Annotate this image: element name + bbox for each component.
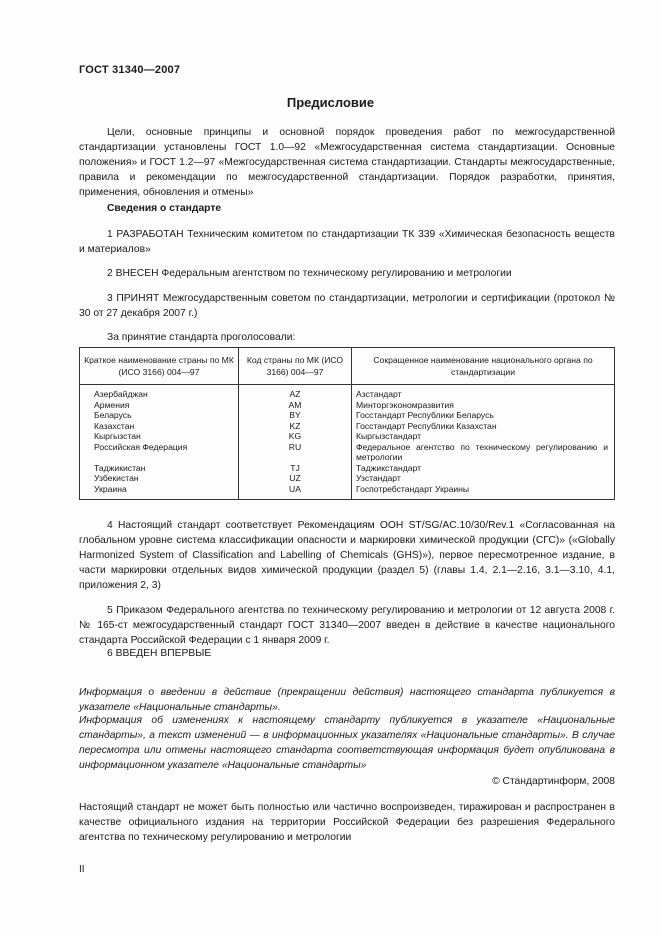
cell-body: Госстандарт Республики Беларусь <box>352 410 615 421</box>
table-row <box>80 442 615 463</box>
cell-code: KG <box>239 431 352 442</box>
header-standards-body: Сокращенное наименование национального органа по стандартизации <box>352 348 615 385</box>
cell-body: Федеральное агентство по техническому регулированию и метрологии <box>352 442 615 463</box>
page-number: II <box>79 864 85 875</box>
cell-country: Таджикистан <box>80 463 239 474</box>
reproduction-text: Настоящий стандарт не может быть полностью или частично воспроизведен, тиражирован и распространен в качестве официального издания на территории Российской Федерации без разрешения Федерального агентства по техническому регулированию и метрологии <box>79 802 615 843</box>
cell-country: Российская Федерация <box>80 442 239 463</box>
table-row <box>80 473 615 484</box>
header-country-code: Код страны по МК (ИСО 3166) 004—97 <box>239 348 352 385</box>
item-6-text: 6 ВВЕДЕН ВПЕРВЫЕ <box>107 648 212 659</box>
cell-body: Госстандарт Республики Казахстан <box>352 421 615 432</box>
item-3-text: 3 ПРИНЯТ Межгосударственным советом по стандартизации, метрологии и сертификации (протокол № 30 от 27 декабря 2007 г.) <box>79 293 615 319</box>
table-row <box>80 421 615 432</box>
cell-country: Кыргызстан <box>80 431 239 442</box>
document-code: ГОСТ 31340—2007 <box>79 64 181 76</box>
cell-code: KZ <box>239 421 352 432</box>
cell-code: UA <box>239 484 352 500</box>
table-row <box>80 385 615 400</box>
cell-code: UZ <box>239 473 352 484</box>
member-states-table <box>79 347 615 500</box>
vote-intro: За принятие стандарта проголосовали: <box>107 332 296 343</box>
item-5-paragraph <box>79 603 615 648</box>
info-text-1: Информация о введении в действие (прекращении действия) настоящего стандарта публикуется в указателе «Национальные стандарты». <box>79 687 615 713</box>
table-row <box>80 410 615 421</box>
cell-body: Госпотребстандарт Украины <box>352 484 615 500</box>
item-6-paragraph <box>79 646 615 661</box>
table-row <box>80 484 615 500</box>
table-header-row <box>80 348 615 385</box>
intro-paragraph <box>79 125 615 200</box>
info-text-2: Информация об изменениях к настоящему стандарту публикуется в указателе «Национальные стандарты», а текст изменений — в информационных указателях «Национальные стандарты». В случае пересмотра или отмены настоящего стандарта соответствующая информация будет опубликована в информационном указателе «Национальные стандарты» <box>79 715 615 771</box>
cell-code: TJ <box>239 463 352 474</box>
section-heading: Сведения о стандарте <box>107 203 222 214</box>
item-3-paragraph <box>79 291 615 321</box>
cell-country: Казахстан <box>80 421 239 432</box>
reproduction-note <box>79 800 615 845</box>
table-row <box>80 463 615 474</box>
cell-code: AZ <box>239 385 352 400</box>
cell-country: Узбекистан <box>80 473 239 484</box>
item-2-paragraph <box>79 266 615 281</box>
cell-body: Кыргызстандарт <box>352 431 615 442</box>
cell-code: AM <box>239 400 352 411</box>
item-5-text: 5 Приказом Федерального агентства по техническому регулированию и метрологии от 12 августа 2008 г. № 165-ст межгосударственный стандарт ГОСТ 31340—2007 введен в действие в качестве национального стандарта Российской Федерации с 1 января 2009 г. <box>79 605 615 646</box>
table-row <box>80 431 615 442</box>
intro-text: Цели, основные принципы и основной порядок проведения работ по межгосударственной стандартизации установлены ГОСТ 1.0—92 «Межгосударственная система стандартизации. Основные положения» и ГОСТ 1.2—97 «Межгосударственная система стандартизации. Стандарты межгосударственные, правила и рекомендации по межгосударственной стандартизации. Порядок разработки, принятия, применения, обновления и отмены» <box>79 127 615 198</box>
cell-body: Таджикстандарт <box>352 463 615 474</box>
item-1-paragraph <box>79 227 615 257</box>
cell-body: Азстандарт <box>352 385 615 400</box>
cell-code: BY <box>239 410 352 421</box>
cell-country: Азербайджан <box>80 385 239 400</box>
item-1-text: 1 РАЗРАБОТАН Техническим комитетом по стандартизации ТК 339 «Химическая безопасность веществ и материалов» <box>79 229 615 255</box>
cell-body: Узстандарт <box>352 473 615 484</box>
table-row <box>80 400 615 411</box>
info-paragraph-1 <box>79 685 615 715</box>
cell-country: Украина <box>80 484 239 500</box>
item-4-paragraph <box>79 518 615 593</box>
cell-body: Минторгэкономразвития <box>352 400 615 411</box>
header-country-name: Краткое наименование страны по МК (ИСО 3166) 004—97 <box>80 348 239 385</box>
cell-code: RU <box>239 442 352 463</box>
cell-country: Беларусь <box>80 410 239 421</box>
item-4-text: 4 Настоящий стандарт соответствует Рекомендациям ООН ST/SG/AC.10/30/Rev.1 «Согласованная на глобальном уровне система классификации опасности и маркировки химической продукции (СГС)» («Globally Harmonized System of Classification and Labelling of Chemicals (GHS)»), первое пересмотренное издание, в части маркировки отдельных видов химической продукции (раздел 5) (главы 1.4, 2.1—2.16, 3.1—3.10, 4.1, приложения 2, 3) <box>79 520 615 591</box>
cell-country: Армения <box>80 400 239 411</box>
info-paragraph-2 <box>79 713 615 773</box>
item-2-text: 2 ВНЕСЕН Федеральным агентством по техническому регулированию и метрологии <box>107 268 512 279</box>
copyright-notice: © Стандартинформ, 2008 <box>492 776 615 787</box>
page-title: Предисловие <box>286 95 375 110</box>
